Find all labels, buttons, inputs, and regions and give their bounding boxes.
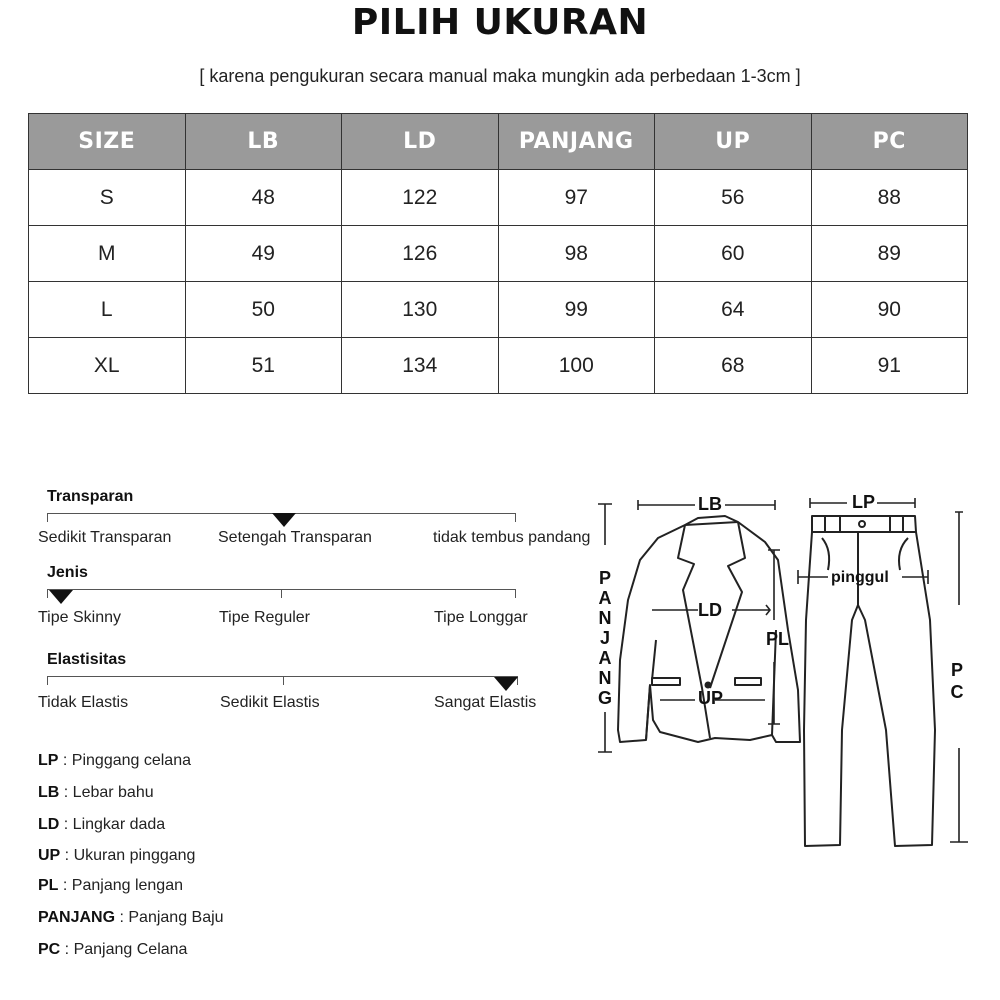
header-size: SIZE: [29, 114, 186, 170]
scale-tick: [281, 589, 282, 598]
header-up: UP: [655, 114, 812, 170]
header-panjang: PANJANG: [498, 114, 655, 170]
label-up: UP: [698, 688, 724, 708]
scale-tick: [515, 513, 516, 522]
scale-option: Sangat Elastis: [434, 694, 537, 711]
label-pc-vertical: [951, 660, 964, 702]
table-cell: S: [29, 170, 186, 226]
scale-option: Tipe Longgar: [434, 609, 528, 626]
header-pc: PC: [811, 114, 968, 170]
table-cell: 99: [498, 282, 655, 338]
pants-outline: [804, 516, 935, 846]
table-cell: 48: [185, 170, 342, 226]
table-cell: 50: [185, 282, 342, 338]
label-panjang-letter: A: [598, 588, 612, 608]
legend-desc: : Panjang lengan: [58, 877, 183, 894]
label-panjang-letter: A: [598, 648, 612, 668]
table-cell: 49: [185, 226, 342, 282]
label-lb: LB: [698, 494, 722, 514]
table-cell: 91: [811, 338, 968, 394]
legend-abbr: LB: [38, 784, 60, 801]
scale-tick: [47, 589, 48, 598]
legend-item-panjang: [38, 909, 224, 927]
label-panjang-letter: N: [598, 668, 612, 688]
table-row: [29, 338, 968, 394]
legend-desc: : Panjang Celana: [60, 941, 188, 958]
scale-tick: [515, 589, 516, 598]
scale-option: Tipe Skinny: [38, 609, 121, 626]
table-row: [29, 170, 968, 226]
table-cell: 122: [342, 170, 499, 226]
scale-marker-elastisitas: [494, 677, 518, 691]
legend-desc: : Panjang Baju: [115, 909, 224, 926]
table-cell: XL: [29, 338, 186, 394]
label-ld: LD: [698, 600, 722, 620]
legend-item-ld: [38, 816, 165, 834]
table-cell: 51: [185, 338, 342, 394]
label-pl: PL: [766, 629, 790, 649]
legend-abbr: LP: [38, 752, 59, 769]
page-title: PILIH UKURAN: [351, 2, 649, 43]
label-panjang-vertical: [598, 568, 612, 708]
table-cell: 64: [655, 282, 812, 338]
table-cell: 130: [342, 282, 499, 338]
scale-option: Tidak Elastis: [38, 694, 129, 711]
header-ld: LD: [342, 114, 499, 170]
table-cell: 126: [342, 226, 499, 282]
table-row: [29, 226, 968, 282]
table-cell: 60: [655, 226, 812, 282]
label-panjang-letter: N: [598, 608, 612, 628]
legend-abbr: PANJANG: [38, 909, 116, 926]
measurement-diagram: [590, 480, 990, 860]
legend-desc: : Lingkar dada: [59, 816, 166, 833]
scale-tick: [47, 513, 48, 522]
table-row: [29, 282, 968, 338]
table-cell: 98: [498, 226, 655, 282]
legend-abbr: LD: [38, 816, 60, 833]
legend-desc: : Lebar bahu: [59, 784, 154, 801]
table-cell: L: [29, 282, 186, 338]
legend-item-lp: [38, 752, 191, 770]
scale-option: Setengah Transparan: [218, 529, 372, 546]
table-header-row: [29, 114, 968, 170]
page-subtitle: [ karena pengukuran secara manual maka mungkin ada perbedaan 1-3cm ]: [199, 66, 801, 86]
table-cell: 68: [655, 338, 812, 394]
legend-item-pl: [38, 877, 183, 895]
scale-tick: [283, 676, 284, 685]
legend-desc: : Ukuran pinggang: [60, 847, 196, 864]
scale-line-elastisitas: [47, 676, 517, 677]
scale-marker-transparan: [272, 513, 296, 527]
table-cell: 56: [655, 170, 812, 226]
legend-abbr: PC: [38, 941, 61, 958]
scale-option: Tipe Reguler: [219, 609, 311, 626]
label-panjang-letter: P: [598, 568, 612, 588]
label-lp: LP: [852, 492, 876, 512]
table-cell: 90: [811, 282, 968, 338]
scale-label-transparan: Transparan: [47, 488, 134, 505]
scale-marker-jenis: [49, 590, 73, 604]
label-pc-letter: C: [950, 682, 964, 702]
table-cell: 88: [811, 170, 968, 226]
size-table: [28, 113, 968, 394]
table-cell: 97: [498, 170, 655, 226]
legend-item-lb: [38, 784, 154, 802]
label-pinggul: pinggul: [831, 569, 889, 586]
legend-abbr: PL: [38, 877, 59, 894]
scale-label-elastisitas: Elastisitas: [47, 651, 127, 668]
table-cell: 89: [811, 226, 968, 282]
legend-item-pc: [38, 941, 187, 959]
table-cell: 134: [342, 338, 499, 394]
scale-label-jenis: Jenis: [47, 564, 88, 581]
legend-desc: : Pinggang celana: [58, 752, 191, 769]
label-panjang-letter: J: [599, 628, 611, 648]
legend-item-up: [38, 847, 195, 865]
header-lb: LB: [185, 114, 342, 170]
table-cell: M: [29, 226, 186, 282]
legend-abbr: UP: [38, 847, 61, 864]
scale-option: Sedikit Transparan: [38, 529, 172, 546]
scale-option: tidak tembus pandang: [433, 529, 591, 546]
label-panjang-letter: G: [597, 688, 613, 708]
table-cell: 100: [498, 338, 655, 394]
scale-option: Sedikit Elastis: [220, 694, 320, 711]
label-pc-letter: P: [950, 660, 964, 680]
scale-tick: [47, 676, 48, 685]
